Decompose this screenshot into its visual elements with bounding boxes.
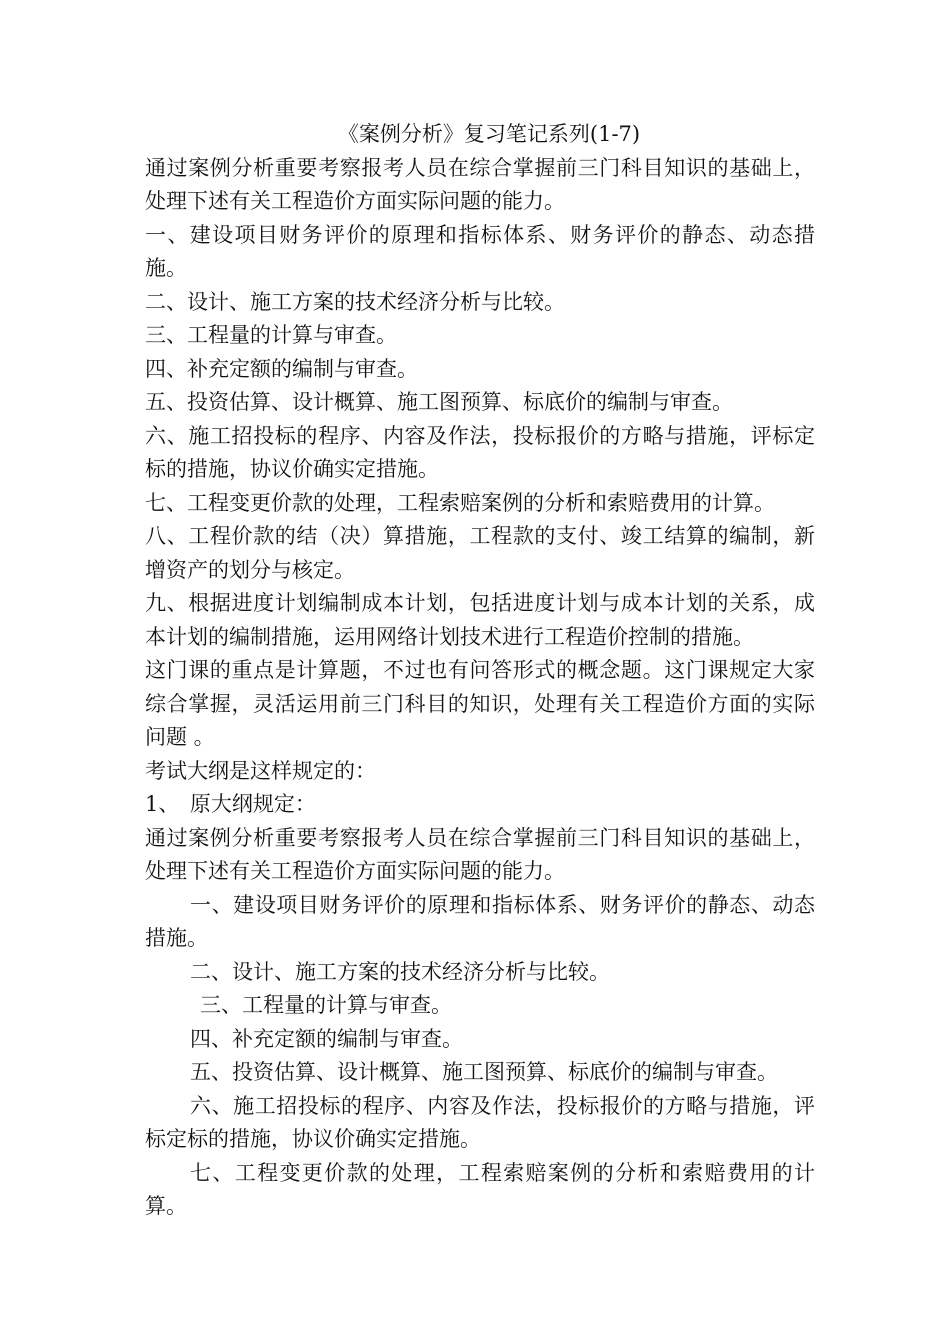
list-item: 八、工程价款的结（决）算措施，工程款的支付、竣工结算的编制，新增资产的划分与核定。 [145,524,815,582]
list-item: 七、工程变更价款的处理，工程索赔案例的分析和索赔费用的计算。 [145,1160,815,1218]
section-heading: 1、 原大纲规定： [145,792,316,816]
list-item: 一、建设项目财务评价的原理和指标体系、财务评价的静态、动态措施。 [145,222,815,280]
list-item: 九、根据进度计划编制成本计划，包括进度计划与成本计划的关系，成本计划的编制措施，运用网络计划技术进行工程造价控制的措施。 [145,591,815,649]
document-body [145,118,815,1224]
emphasis-paragraph: 这门课的重点是计算题，不过也有问答形式的概念题。这门课规定大家综合掌握，灵活运用前三门科目的知识，处理有关工程造价方面的实际问题 。 [145,658,815,749]
intro-repeat-paragraph: 通过案例分析重要考察报考人员在综合掌握前三门科目知识的基础上，处理下述有关工程造价方面实际问题的能力。 [145,825,815,883]
list-item: 四、补充定额的编制与审查。 [190,1026,463,1051]
list-item: 三、工程量的计算与审查。 [145,323,397,347]
document-title: 《案例分析》复习笔记系列(1-7) [337,122,641,146]
list-item: 二、设计、施工方案的技术经济分析与比较。 [145,289,565,314]
list-item: 五、投资估算、设计概算、施工图预算、标底价的编制与审查。 [145,390,733,414]
list-item: 二、设计、施工方案的技术经济分析与比较。 [190,959,610,984]
intro-paragraph: 通过案例分析重要考察报考人员在综合掌握前三门科目知识的基础上，处理下述有关工程造价方面实际问题的能力。 [145,155,815,213]
list-item: 一、建设项目财务评价的原理和指标体系、财务评价的静态、动态措施。 [145,892,815,950]
list-item: 六、施工招投标的程序、内容及作法，投标报价的方略与措施，评标定标的措施，协议价确实定措施。 [145,1093,815,1151]
list-item: 三、工程量的计算与审查。 [200,993,452,1017]
list-item: 四、补充定额的编制与审查。 [145,356,418,381]
list-item: 七、工程变更价款的处理，工程索赔案例的分析和索赔费用的计算。 [145,490,775,515]
list-item: 五、投资估算、设计概算、施工图预算、标底价的编制与审查。 [190,1060,778,1084]
syllabus-heading: 考试大纲是这样规定的： [145,758,376,783]
list-item: 六、施工招投标的程序、内容及作法，投标报价的方略与措施，评标定标的措施，协议价确实定措施。 [145,423,815,481]
